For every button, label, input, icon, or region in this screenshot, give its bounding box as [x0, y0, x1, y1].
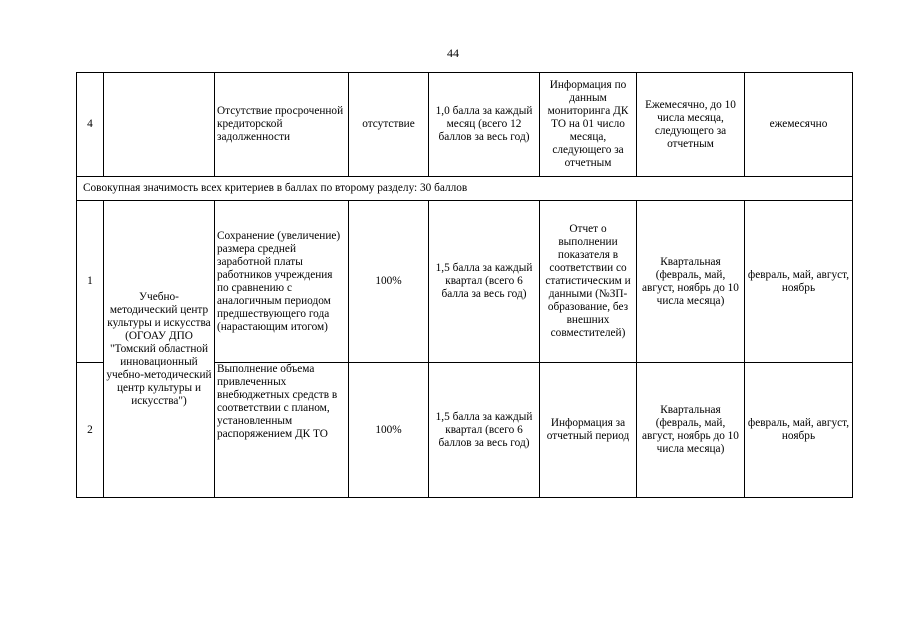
value-cell: 100%: [349, 363, 429, 498]
points-cell: 1,5 балла за каждый квартал (всего 6 балла за весь год): [429, 201, 540, 363]
value-cell: 100%: [349, 201, 429, 363]
page-number: 44: [447, 46, 459, 60]
criterion-cell: Отсутствие просроченной кредиторской задолженности: [215, 73, 349, 177]
period-cell: ежемесячно: [745, 73, 853, 177]
row-number: 1: [77, 201, 104, 363]
institution-cell: [104, 73, 215, 177]
table-row-1: [77, 201, 853, 363]
criterion-cell: Сохранение (увеличение) размера средней заработной платы работников учреждения по сравнению с аналогичным периодом предшествующего года (нарастающим итогом): [215, 201, 349, 363]
period-cell: февраль, май, август, ноябрь: [745, 201, 853, 363]
points-cell: 1,5 балла за каждый квартал (всего 6 баллов за весь год): [429, 363, 540, 498]
value-cell: отсутствие: [349, 73, 429, 177]
criterion-cell: Выполнение объема привлеченных внебюджетных средств в соответствии с планом, установленным распоряжением ДК ТО: [215, 363, 349, 498]
criteria-table: [76, 72, 853, 498]
frequency-cell: Квартальная (февраль, май, август, ноябрь до 10 числа месяца): [637, 363, 745, 498]
row-number: 2: [77, 363, 104, 498]
source-cell: Информация за отчетный период: [540, 363, 637, 498]
frequency-cell: Ежемесячно, до 10 числа месяца, следующего за отчетным: [637, 73, 745, 177]
frequency-cell: Квартальная (февраль, май, август, ноябрь до 10 числа месяца): [637, 201, 745, 363]
total-row: [77, 177, 853, 201]
row-number: 4: [77, 73, 104, 177]
points-cell: 1,0 балла за каждый месяц (всего 12 баллов за весь год): [429, 73, 540, 177]
source-cell: Информация по данным мониторинга ДК ТО на 01 число месяца, следующего за отчетным: [540, 73, 637, 177]
source-cell: Отчет о выполнении показателя в соответствии со статистическим и данными (№ЗП-образование, без внешних совместителей): [540, 201, 637, 363]
period-cell: февраль, май, август, ноябрь: [745, 363, 853, 498]
total-score-text: Совокупная значимость всех критериев в баллах по второму разделу: 30 баллов: [77, 177, 853, 201]
institution-name: Учебно-методический центр культуры и искусства (ОГОАУ ДПО "Томский областной инновационный учебно-методический центр культуры и искусства"): [104, 201, 215, 498]
table-row-4: [77, 73, 853, 177]
